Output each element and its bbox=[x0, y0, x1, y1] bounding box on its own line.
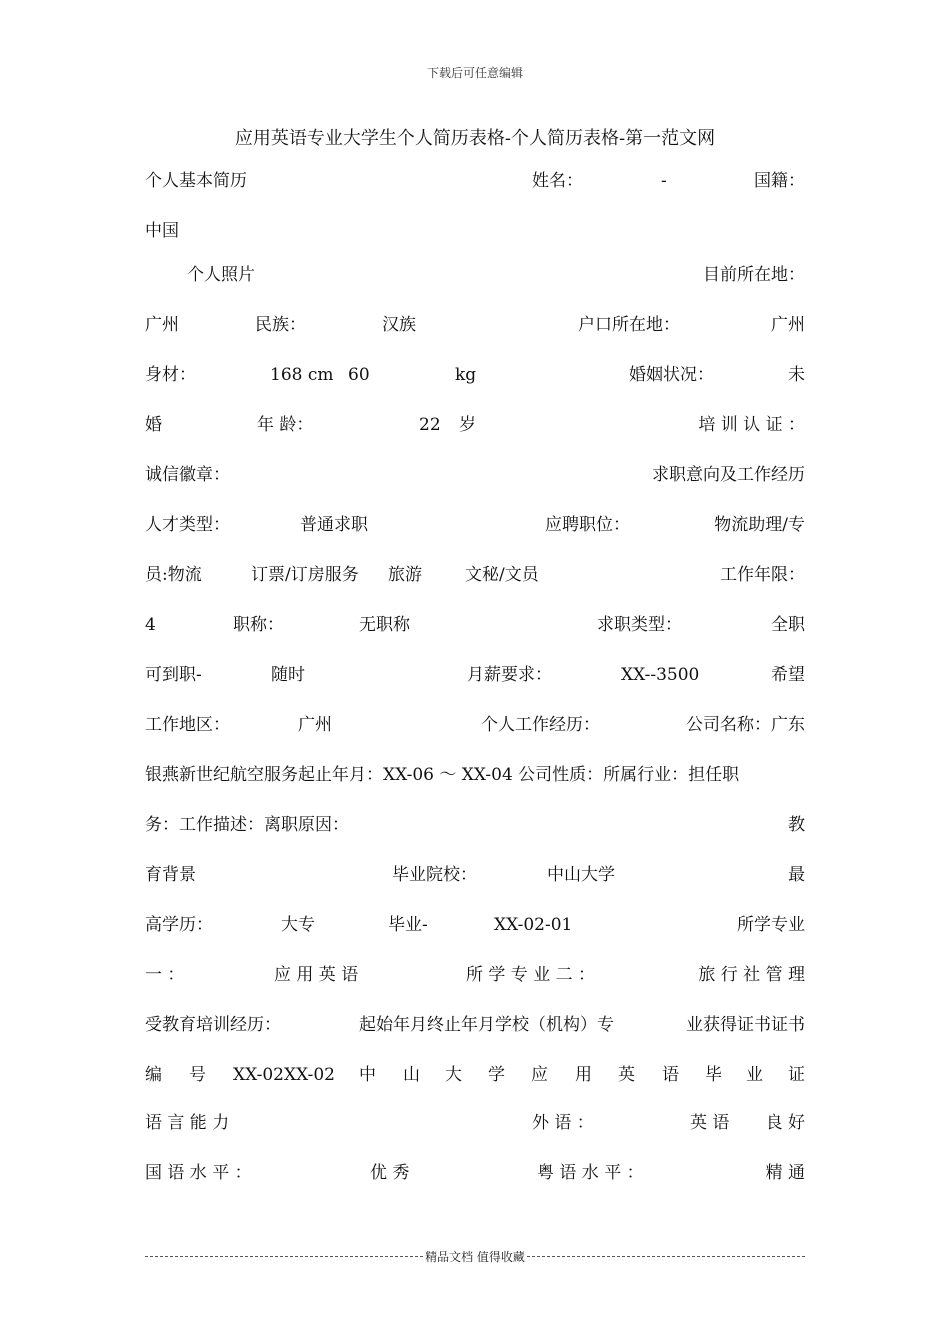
training-entry-char: 语 bbox=[662, 1065, 679, 1085]
training-entry-char: 毕 bbox=[705, 1065, 722, 1085]
footer-dashes-left bbox=[145, 1256, 423, 1257]
field-label-build: 身材： bbox=[145, 365, 196, 385]
resume-line bbox=[145, 762, 805, 788]
field-value-work-years: 4 bbox=[145, 615, 156, 635]
field-label-location: 目前所在地： bbox=[703, 265, 805, 285]
field-label-age: 年 龄： bbox=[257, 415, 314, 435]
field-value-marital-part2: 婚 bbox=[145, 415, 162, 435]
field-value-talent-type: 普通求职 bbox=[300, 515, 368, 535]
field-label-training: 受教育培训经历： bbox=[145, 1015, 281, 1035]
training-entry-char: 中 bbox=[359, 1065, 376, 1085]
training-entry-char: 山 bbox=[403, 1065, 420, 1085]
training-entry-char: 英 bbox=[618, 1065, 635, 1085]
resume-line bbox=[145, 412, 805, 438]
training-entry-char: 应 bbox=[531, 1065, 548, 1085]
resume-line bbox=[145, 612, 805, 638]
resume-line bbox=[145, 512, 805, 538]
field-value-age: 22 bbox=[419, 415, 441, 435]
certificate-number-label: 编 bbox=[145, 1065, 162, 1085]
section-heading-education-part1: 教 bbox=[788, 815, 805, 835]
field-value-school: 中山大学 bbox=[547, 865, 615, 885]
document-title: 应用英语专业大学生个人简历表格-个人简历表格-第一范文网 bbox=[234, 128, 716, 149]
field-label-job-title: 职称： bbox=[233, 615, 284, 635]
field-value-job-type: 全职 bbox=[771, 615, 805, 635]
field-value-job-title: 无职称 bbox=[359, 615, 410, 635]
field-value-position-part1: 物流助理/专 bbox=[714, 515, 805, 535]
resume-line bbox=[145, 1110, 805, 1136]
field-label-position: 应聘职位： bbox=[545, 515, 630, 535]
certificate-number-label: 号 bbox=[189, 1065, 206, 1085]
resume-line bbox=[145, 712, 805, 738]
resume-line bbox=[145, 912, 805, 938]
field-value-hukou: 广州 bbox=[771, 315, 805, 335]
training-entry-char: 大 bbox=[445, 1065, 462, 1085]
photo-label: 个人照片 bbox=[187, 265, 255, 285]
field-label-name: 姓名： bbox=[532, 171, 583, 191]
section-heading-basic: 个人基本简历 bbox=[145, 171, 247, 191]
field-value-foreign-language: 英 语 bbox=[690, 1113, 730, 1133]
field-label-degree-part2: 高学历： bbox=[145, 915, 213, 935]
field-label-hukou: 户口所在地： bbox=[578, 315, 680, 335]
field-label-cantonese: 粤 语 水 平 ： bbox=[537, 1163, 644, 1183]
field-value-position-part5: 文秘/文员 bbox=[465, 565, 539, 585]
field-value-nationality: 中国 bbox=[145, 221, 179, 241]
field-label-mandarin: 国 语 水 平 ： bbox=[145, 1163, 252, 1183]
field-label-preferred-area-part2: 工作地区： bbox=[145, 715, 230, 735]
field-label-salary: 月薪要求： bbox=[467, 665, 552, 685]
resume-line bbox=[145, 362, 805, 388]
resume-line bbox=[145, 1160, 805, 1186]
field-value-mandarin: 优 秀 bbox=[370, 1163, 410, 1183]
resume-line bbox=[145, 962, 805, 988]
field-label-foreign-language: 外 语 ： bbox=[532, 1113, 594, 1133]
field-label-degree-part1: 最 bbox=[788, 865, 805, 885]
field-value-salary: XX--3500 bbox=[621, 665, 700, 685]
field-unit-weight: kg bbox=[455, 365, 477, 385]
training-entry-char: 用 bbox=[575, 1065, 592, 1085]
field-value-name: - bbox=[661, 171, 667, 191]
section-heading-work-experience: 个人工作经历： bbox=[481, 715, 600, 735]
field-value-degree: 大专 bbox=[281, 915, 315, 935]
field-value-foreign-language-level: 良 好 bbox=[765, 1113, 805, 1133]
resume-line bbox=[145, 562, 805, 588]
field-value-preferred-area: 广州 bbox=[298, 715, 332, 735]
training-table-header: 起始年月终止年月学校（机构）专 bbox=[359, 1015, 614, 1035]
field-label-work-years: 工作年限： bbox=[720, 565, 805, 585]
training-table-header-continued: 业获得证书证书 bbox=[686, 1015, 805, 1035]
field-label-integrity-badge: 诚信徽章： bbox=[145, 465, 230, 485]
training-entry-char: 业 bbox=[746, 1065, 763, 1085]
field-value-cantonese: 精 通 bbox=[765, 1163, 805, 1183]
footer-label: 精品文档 值得收藏 bbox=[425, 1250, 525, 1264]
field-value-marital-part1: 未 bbox=[788, 365, 805, 385]
work-experience-details: 银燕新世纪航空服务起止年月：XX-06 ～ XX-04 公司性质：所属行业：担任职 bbox=[145, 765, 740, 785]
resume-line bbox=[145, 218, 805, 244]
field-label-major-part1: 所学专业 bbox=[737, 915, 805, 935]
field-value-major: 应 用 英 语 bbox=[274, 965, 359, 985]
resume-line bbox=[145, 312, 805, 338]
header-note: 下载后可任意编辑 bbox=[426, 66, 523, 80]
footer bbox=[145, 1248, 805, 1265]
field-value-second-major: 旅 行 社 管 理 bbox=[698, 965, 805, 985]
section-heading-job-intent: 求职意向及工作经历 bbox=[652, 465, 805, 485]
resume-line bbox=[145, 462, 805, 488]
field-value-ethnicity: 汉族 bbox=[382, 315, 416, 335]
field-value-location: 广州 bbox=[145, 315, 179, 335]
resume-line bbox=[145, 862, 805, 888]
section-heading-language: 语 言 能 力 bbox=[145, 1113, 230, 1133]
training-entry-char: 证 bbox=[788, 1065, 805, 1085]
section-heading-education-part2: 育背景 bbox=[145, 865, 196, 885]
field-label-graduation: 毕业- bbox=[388, 915, 428, 935]
field-value-position-part2: 员:物流 bbox=[145, 565, 202, 585]
field-label-preferred-area-part1: 希望 bbox=[771, 665, 805, 685]
field-label-marital: 婚姻状况： bbox=[629, 365, 714, 385]
field-value-position-part3: 订票/订房服务 bbox=[251, 565, 359, 585]
training-entry-char: 学 bbox=[488, 1065, 505, 1085]
resume-line bbox=[145, 1062, 805, 1088]
resume-line bbox=[145, 662, 805, 688]
field-label-availability: 可到职- bbox=[145, 665, 202, 685]
training-dates: XX-02XX-02 bbox=[233, 1065, 335, 1085]
field-value-height: 168 cm bbox=[270, 365, 334, 385]
field-label-job-type: 求职类型： bbox=[597, 615, 682, 635]
field-value-graduation-date: XX-02-01 bbox=[494, 915, 573, 935]
field-value-weight: 60 bbox=[348, 365, 370, 385]
field-unit-age: 岁 bbox=[459, 415, 476, 435]
field-label-second-major: 所 学 专 业 二 ： bbox=[466, 965, 596, 985]
field-label-school: 毕业院校： bbox=[392, 865, 477, 885]
field-label-company: 公司名称：广东 bbox=[686, 715, 805, 735]
work-experience-fields: 务：工作描述：离职原因： bbox=[145, 815, 349, 835]
field-label-nationality: 国籍： bbox=[754, 171, 805, 191]
field-label-major-part2: 一 ： bbox=[145, 965, 185, 985]
resume-line bbox=[145, 262, 805, 288]
resume-line bbox=[145, 168, 805, 194]
resume-line bbox=[145, 1012, 805, 1038]
resume-line bbox=[145, 812, 805, 838]
footer-dashes-right bbox=[527, 1256, 805, 1257]
field-value-position-part4: 旅游 bbox=[388, 565, 422, 585]
field-label-certification: 培 训 认 证 ： bbox=[698, 415, 805, 435]
field-label-ethnicity: 民族： bbox=[255, 315, 306, 335]
field-label-talent-type: 人才类型： bbox=[145, 515, 230, 535]
field-value-availability: 随时 bbox=[271, 665, 305, 685]
